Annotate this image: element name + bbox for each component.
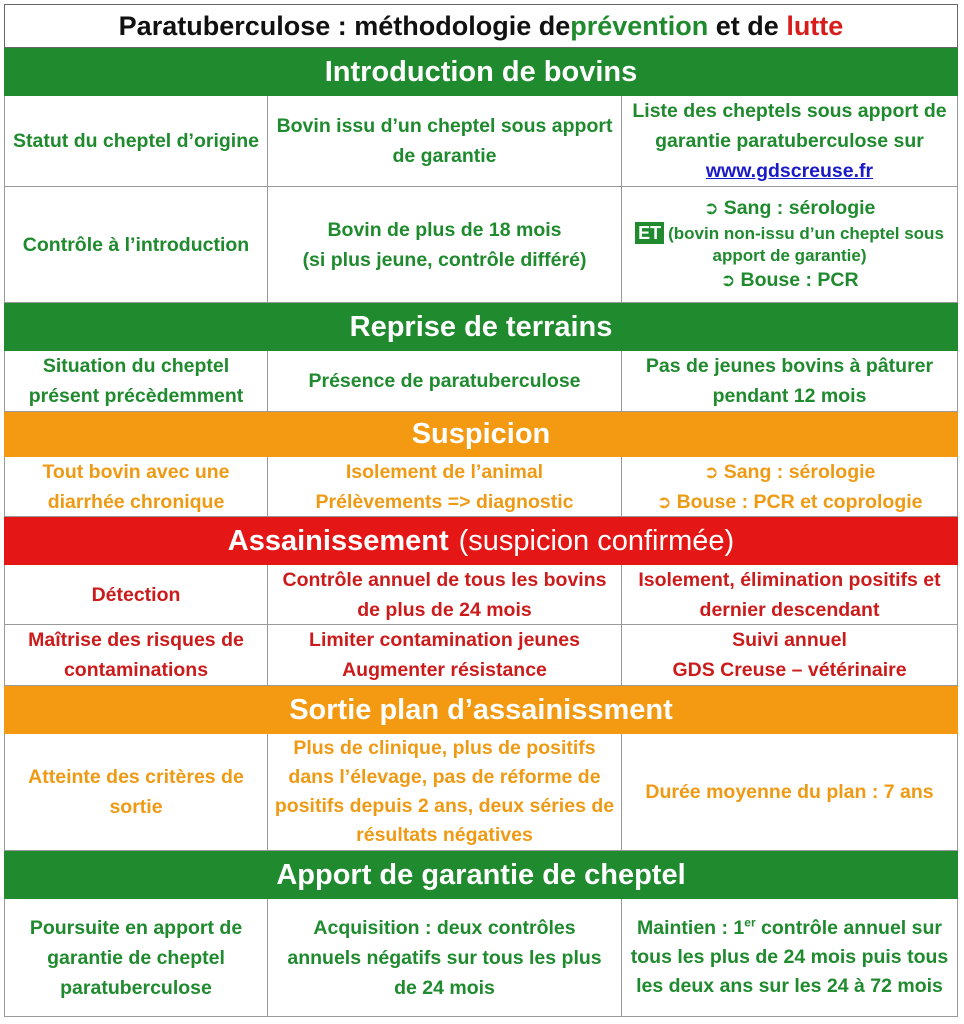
section-assainissement-label: Assainissement — [227, 524, 449, 557]
table-row — [4, 96, 958, 187]
apport-maintien-cell — [622, 899, 957, 1016]
table-row — [4, 351, 958, 412]
sortie-duree-cell: Durée moyenne du plan : 7 ans — [645, 781, 934, 803]
section-apport-label: Apport de garantie de cheptel — [276, 858, 686, 891]
reprise-presence-cell: Présence de paratuberculose — [268, 351, 622, 411]
table-row — [4, 457, 958, 517]
intro-et-line — [628, 222, 951, 267]
intro-liste-text — [628, 96, 951, 186]
intro-bouse-label: Bouse : PCR — [740, 269, 859, 291]
arrow-icon: ➲ — [656, 491, 672, 512]
apport-maintien-text — [628, 914, 951, 1001]
intro-age-cell — [268, 187, 622, 302]
intro-bouse-line — [720, 267, 858, 294]
intro-liste-label: Liste des cheptels sous apport de garantie paratuberculose sur — [632, 100, 947, 152]
assain-limiter-cell — [268, 625, 622, 685]
table-row — [4, 187, 958, 303]
suspicion-isolement-cell — [268, 457, 622, 516]
arrow-icon: ➲ — [703, 198, 719, 218]
table-row — [4, 734, 958, 851]
intro-et-note: (bovin non-issu d’un cheptel sous apport de garantie) — [668, 224, 944, 265]
suspicion-bouse-line — [656, 487, 922, 517]
table-row — [4, 565, 958, 625]
suspicion-tests-cell — [622, 457, 957, 516]
title-lutte: lutte — [786, 10, 844, 41]
title-part1: Paratuberculose : méthodologie de — [118, 10, 571, 41]
section-assainissement — [4, 517, 958, 565]
apport-maintien-post: contrôle annuel sur tous les plus de 24 mois puis tous les deux ans sur les 24 à 72 mois — [630, 917, 949, 997]
reprise-paturage-cell: Pas de jeunes bovins à pâturer pendant 12 mois — [645, 355, 934, 407]
assain-detection-cell: Détection — [5, 565, 268, 624]
table-row — [4, 625, 958, 686]
apport-maintien-pre: Maintien : 1 — [637, 917, 745, 939]
suspicion-bouse-label: Bouse : PCR et coprologie — [676, 490, 923, 513]
section-introduction — [4, 48, 958, 96]
suspicion-sang-line — [704, 457, 876, 487]
intro-statut-cell: Statut du cheptel d’origine — [5, 96, 268, 186]
assain-limiter-line1: Limiter contamination jeunes — [309, 629, 580, 651]
assain-suivi-line1: Suivi annuel — [732, 629, 847, 651]
assain-controle-cell: Contrôle annuel de tous les bovins de plus de 24 mois — [268, 565, 622, 624]
section-reprise-label: Reprise de terrains — [349, 310, 613, 343]
intro-age-line2: (si plus jeune, contrôle différé) — [302, 248, 587, 271]
assain-maitrise-cell: Maîtrise des risques de contaminations — [5, 625, 268, 685]
section-suspicion — [4, 412, 958, 457]
suspicion-sang-label: Sang : sérologie — [723, 460, 876, 483]
section-sortie — [4, 686, 958, 734]
table-row — [4, 899, 958, 1017]
assain-isolement-cell: Isolement, élimination positifs et dernier descendant — [638, 568, 941, 621]
title-part2: et de — [708, 10, 787, 41]
sortie-conditions-cell: Plus de clinique, plus de positifs dans l’élevage, pas de réforme de positifs depuis 2 ans, deux séries de résultats négatives — [268, 734, 622, 850]
assain-suivi-line2: GDS Creuse – vétérinaire — [672, 659, 907, 681]
intro-liste-cell — [622, 96, 957, 186]
section-introduction-label: Introduction de bovins — [324, 55, 638, 88]
arrow-icon: ➲ — [703, 461, 719, 482]
suspicion-isolement-line1: Isolement de l’animal — [345, 460, 544, 483]
section-assainissement-note: (suspicion confirmée) — [458, 524, 735, 557]
intro-sang-label: Sang : sérologie — [723, 197, 876, 219]
section-suspicion-label: Suspicion — [411, 418, 551, 450]
sortie-criteres-cell: Atteinte des critères de sortie — [5, 734, 268, 850]
et-badge: ET — [635, 222, 664, 244]
section-reprise — [4, 303, 958, 351]
suspicion-isolement-line2: Prélèvements => diagnostic — [315, 490, 574, 513]
intro-controle-cell: Contrôle à l’introduction — [5, 187, 268, 302]
paratuberculose-sheet — [4, 4, 958, 1017]
suspicion-bovin-cell: Tout bovin avec une diarrhée chronique — [5, 457, 268, 516]
assain-limiter-line2: Augmenter résistance — [342, 659, 547, 681]
section-sortie-label: Sortie plan d’assainissment — [289, 693, 673, 726]
gdscreuse-link[interactable]: www.gdscreuse.fr — [705, 160, 874, 182]
assain-suivi-cell — [622, 625, 957, 685]
intro-age-line1: Bovin de plus de 18 mois — [327, 218, 562, 241]
title-prevention: prévention — [570, 10, 709, 41]
page-title — [4, 4, 958, 48]
arrow-icon: ➲ — [720, 270, 736, 290]
intro-bovin-cell: Bovin issu d’un cheptel sous apport de garantie — [268, 96, 622, 186]
intro-tests-cell — [622, 187, 957, 302]
reprise-situation-cell: Situation du cheptel présent précèdemment — [5, 351, 268, 411]
intro-sang-line — [704, 195, 876, 222]
section-apport — [4, 851, 958, 899]
apport-maintien-sup: er — [744, 915, 756, 930]
apport-acquisition-cell: Acquisition : deux contrôles annuels négatifs sur tous les plus de 24 mois — [268, 899, 622, 1016]
apport-poursuite-cell: Poursuite en apport de garantie de cheptel paratuberculose — [5, 899, 268, 1016]
